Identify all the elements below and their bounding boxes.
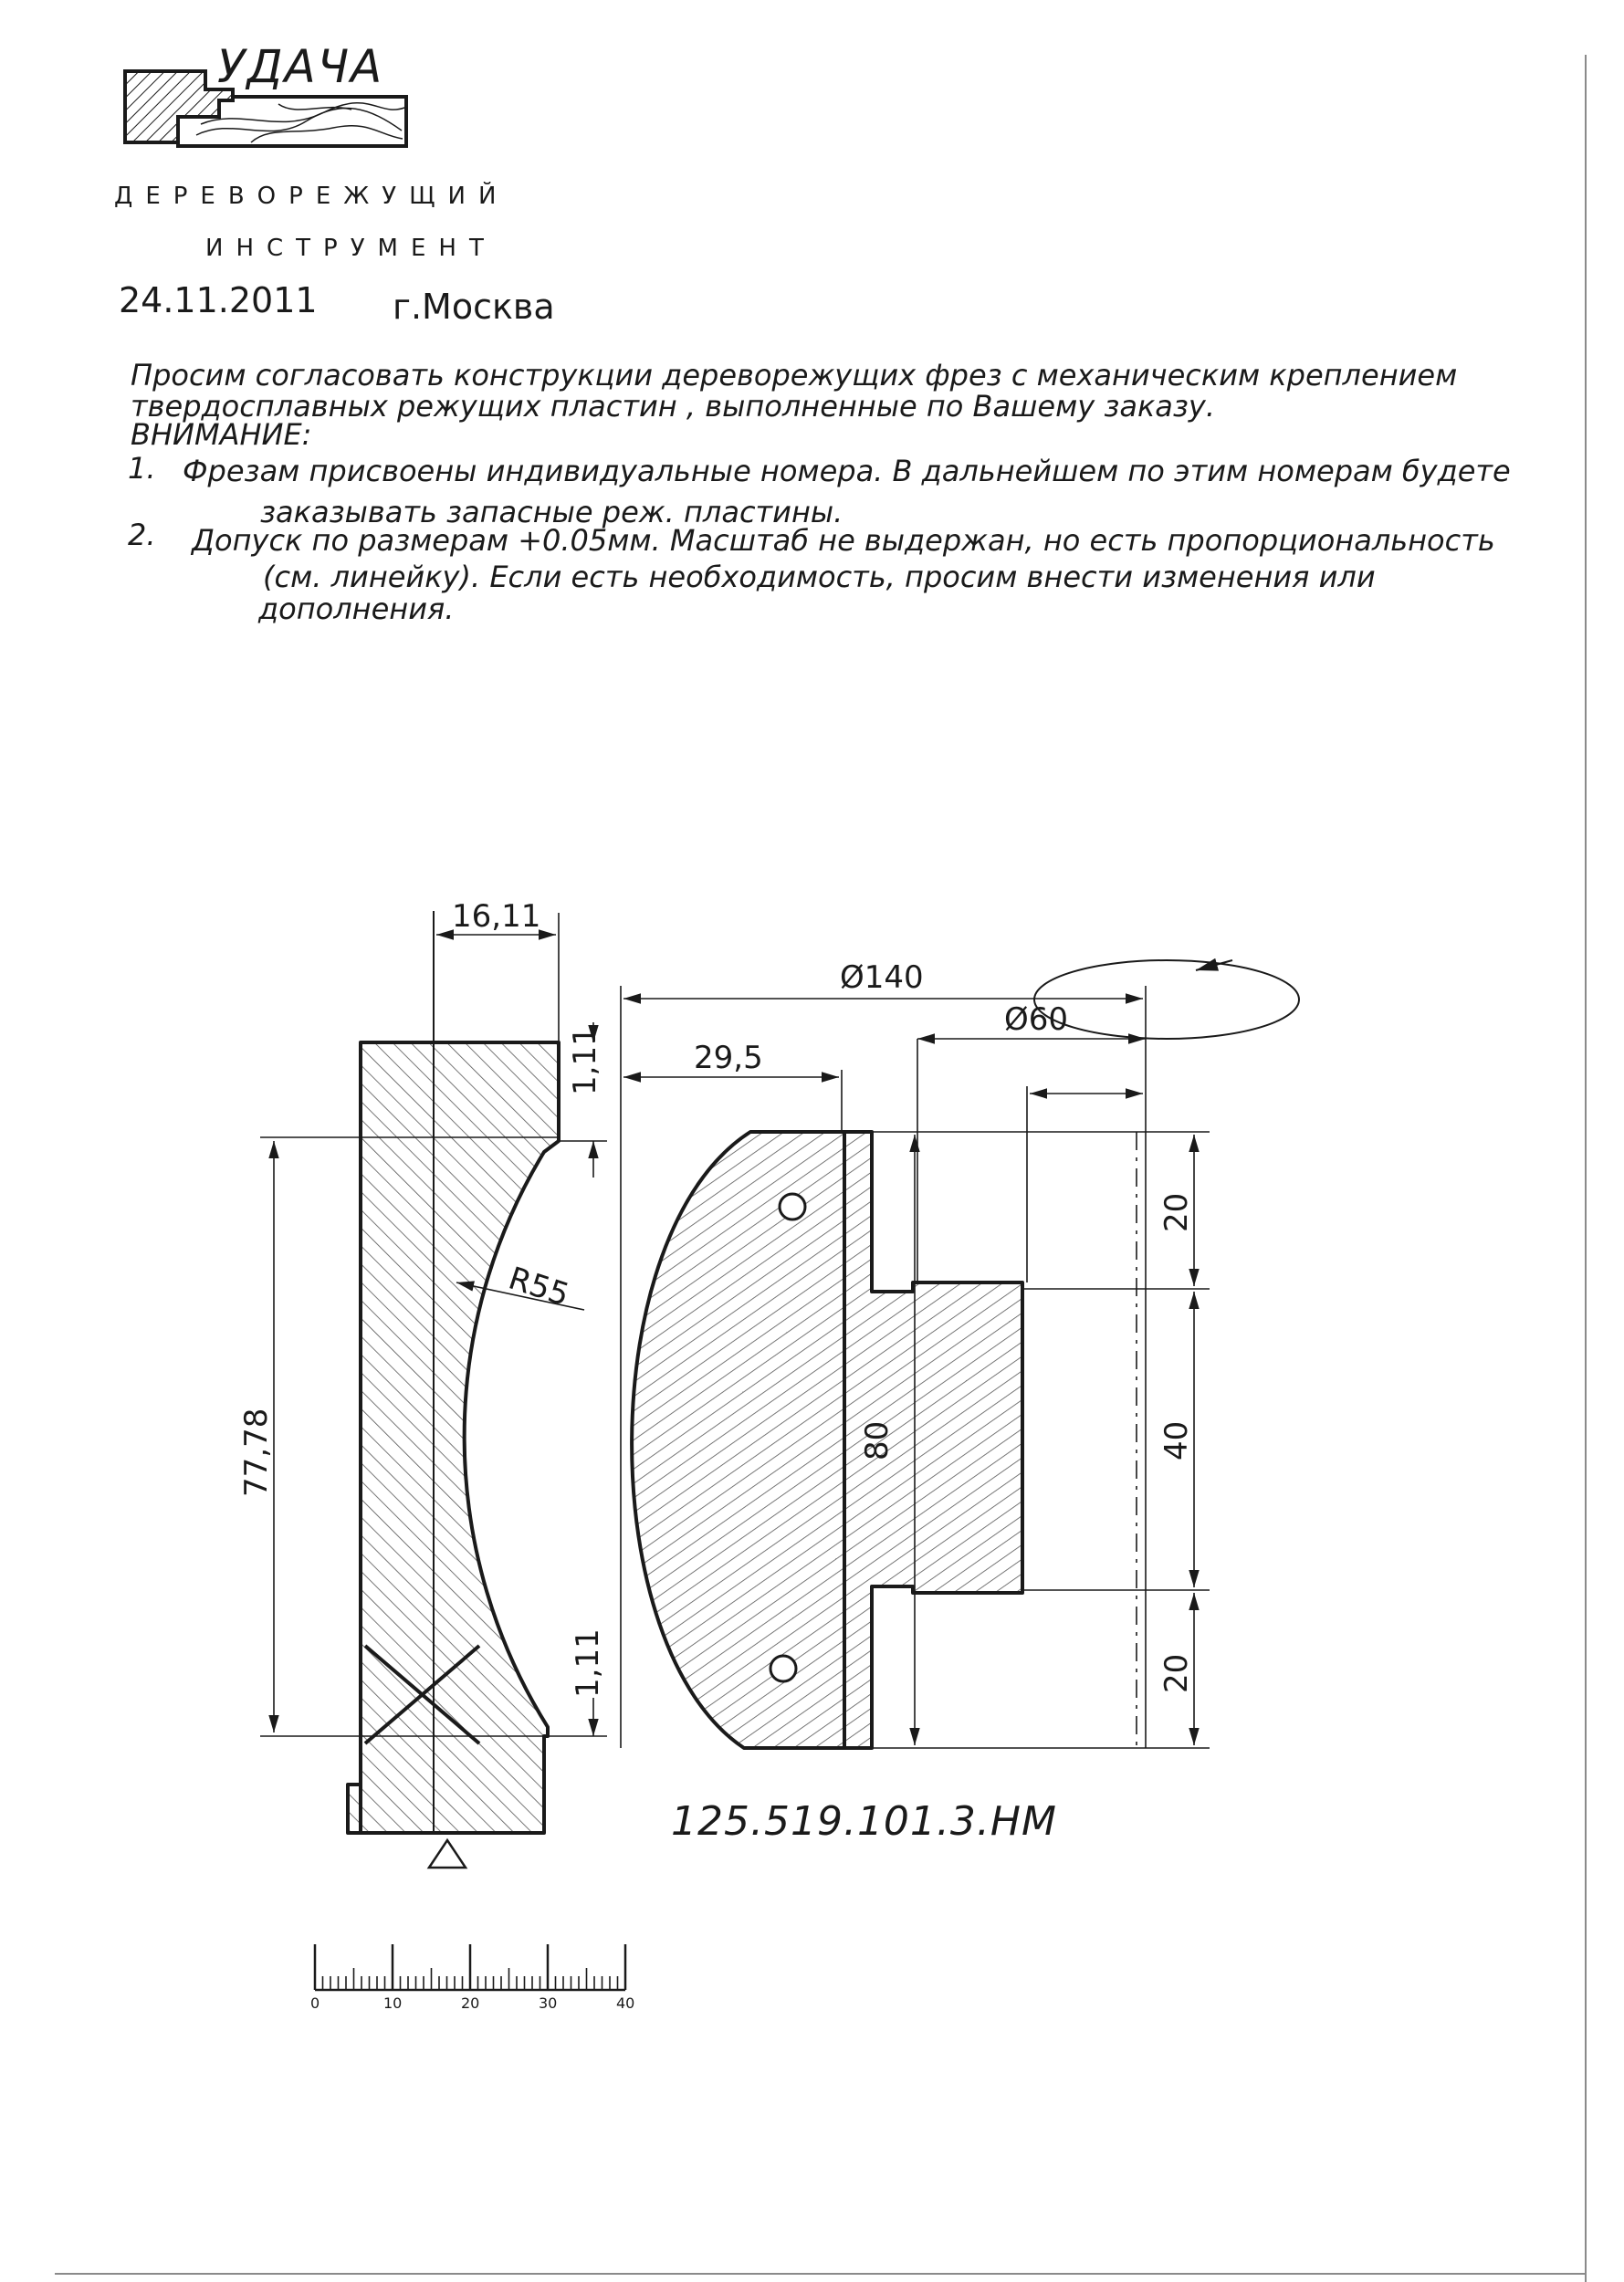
mounting-hole-top: [780, 1194, 805, 1220]
scale-ruler: [310, 1944, 634, 2012]
dim-offset-label: 29,5: [694, 1040, 763, 1076]
ruler-label-30: 30: [539, 1994, 558, 2012]
item-1-line-1: Фрезам присвоены индивидуальные номера. В дальнейшем по этим номерам будете: [183, 454, 1511, 488]
dim-width-label: 16,11: [452, 898, 541, 935]
dimension-hub-diameter: [917, 1001, 1146, 1039]
ruler-label-10: 10: [383, 1994, 403, 2012]
ruler-label-0: 0: [310, 1994, 320, 2012]
letter-line-2: твердосплавных режущих пластин , выполненные по Вашему заказу.: [131, 389, 1215, 424]
document-date: 24.11.2011: [119, 280, 318, 320]
dimension-bore-diameter: [1027, 1086, 1143, 1282]
workpiece-profile: [348, 911, 559, 1868]
dim-segment-middle-label: 40: [1158, 1420, 1195, 1460]
dim-body-height-label: 80: [859, 1420, 896, 1460]
brand-name: УДАЧА: [217, 40, 384, 93]
letter-line-1: Просим согласовать конструкции дереворежущих фрез с механическим креплением: [131, 358, 1458, 393]
dimension-step-top: [559, 1022, 607, 1178]
item-1-line-2: заказывать запасные реж. пластины.: [260, 495, 843, 529]
base-triangle-icon: [429, 1840, 466, 1868]
dim-segment-bottom-label: 20: [1158, 1653, 1195, 1693]
part-number: 125.519.101.3.HM: [671, 1798, 1057, 1845]
ruler-label-20: 20: [461, 1994, 480, 2012]
company-subtitle-line1: ДЕРЕВОРЕЖУЩИЙ: [114, 183, 509, 210]
dim-hub-diameter-label: Ø60: [1004, 1001, 1069, 1038]
item-2-line-2: (см. линейку). Если есть необходимость, просим внести изменения или: [263, 560, 1376, 594]
dim-profile-height-label: 77,78: [238, 1408, 275, 1497]
mounting-hole-bottom: [770, 1656, 796, 1681]
item-2-line-1: Допуск по размерам +0.05мм. Масштаб не выдержан, но есть пропорциональность: [192, 523, 1495, 558]
dimension-offset: [623, 1040, 842, 1132]
letter-attention-heading: ВНИМАНИЕ:: [131, 417, 312, 452]
company-subtitle-line2: ИНСТРУМЕНТ: [205, 235, 497, 262]
dimension-width: [434, 898, 559, 1042]
item-2-number: 2.: [128, 518, 156, 552]
dim-outer-diameter-label: Ø140: [840, 959, 924, 996]
dim-step-top-label: 1,11: [567, 1026, 603, 1095]
dimension-step-bottom: [548, 1628, 607, 1736]
dim-segment-top-label: 20: [1158, 1192, 1195, 1232]
document-city: г.Москва: [393, 287, 555, 327]
item-1-number: 1.: [128, 451, 156, 486]
ruler-label-40: 40: [616, 1994, 635, 2012]
cutter-body: [632, 1039, 1022, 1748]
dim-radius-label: R55: [504, 1260, 574, 1314]
rotation-direction-icon: [1034, 960, 1299, 1039]
item-2-line-3: дополнения.: [258, 591, 455, 626]
dim-step-bottom-label: 1,11: [570, 1628, 606, 1698]
